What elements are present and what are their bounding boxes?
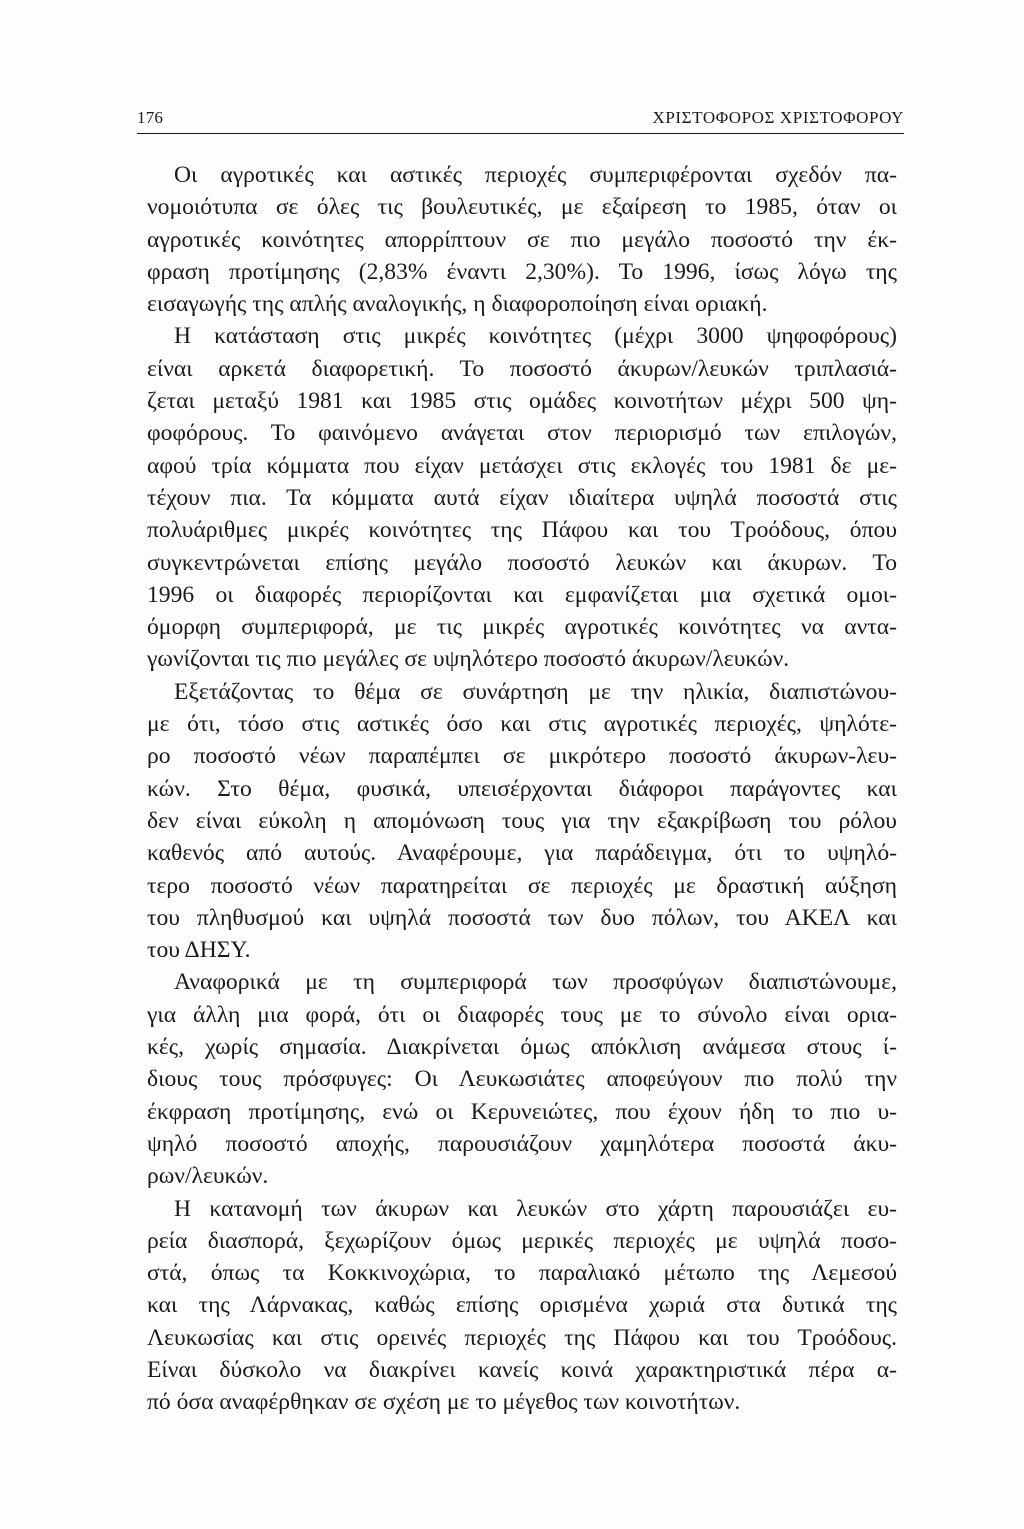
text-line: ψηλό ποσοστό αποχής, παρουσιάζουν χαμηλότερα ποσοστά άκυ- (147, 1130, 897, 1157)
paragraph (147, 966, 897, 1192)
text-line: του πληθυσμού και υψηλά ποσοστά των δυο πόλων, του ΑΚΕΛ και (147, 904, 897, 931)
text-line: Αναφορικά με τη συμπεριφορά των προσφύγων διαπιστώνουμε, (174, 969, 897, 996)
text-line: νομοιότυπα σε όλες τις βουλευτικές, με εξαίρεση το 1985, όταν οι (147, 194, 897, 221)
text-line: ρεία διασπορά, ξεχωρίζουν όμως μερικές περιοχές με υψηλά ποσο- (147, 1227, 897, 1254)
text-line: εισαγωγής της απλής αναλογικής, η διαφοροποίηση είναι οριακή. (147, 291, 768, 318)
text-line: πολυάριθμες μικρές κοινότητες της Πάφου και του Τροόδους, όπου (147, 517, 897, 544)
text-line: έκφραση προτίμησης, ενώ οι Κερυνειώτες, που έχουν ήδη το πιο υ- (147, 1098, 897, 1125)
running-head (137, 104, 904, 134)
text-line: κές, χωρίς σημασία. Διακρίνεται όμως απόκλιση ανάμεσα στους ί- (147, 1034, 897, 1061)
text-line: γωνίζονται τις πιο μεγάλες σε υψηλότερο ποσοστό άκυρων/λευκών. (147, 646, 790, 673)
text-line: Εξετάζοντας το θέμα σε συνάρτηση με την ηλικία, διαπιστώνου- (174, 678, 897, 705)
text-line: Η κατάσταση στις μικρές κοινότητες (μέχρι 3000 ψηφοφόρους) (174, 323, 897, 350)
text-line: και της Λάρνακας, καθώς επίσης ορισμένα χωριά στα δυτικά της (147, 1292, 897, 1319)
text-line: είναι αρκετά διαφορετική. Το ποσοστό άκυρων/λευκών τριπλασιά- (147, 355, 897, 382)
text-line: καθενός από αυτούς. Αναφέρουμε, για παράδειγμα, ότι το υψηλό- (147, 840, 897, 867)
running-head-author: ΧΡΙΣΤΟΦΟΡΟΣ ΧΡΙΣΤΟΦΟΡΟΥ (652, 108, 904, 127)
text-line: Η κατανομή των άκυρων και λευκών στο χάρτη παρουσιάζει ευ- (174, 1195, 897, 1222)
text-line: Είναι δύσκολο να διακρίνει κανείς κοινά χαρακτηριστικά πέρα α- (147, 1356, 897, 1383)
header-rule (137, 133, 904, 134)
text-line: για άλλη μια φορά, ότι οι διαφορές τους με το σύνολο είναι ορια- (147, 1001, 897, 1028)
paragraph (147, 1193, 897, 1419)
text-line: ζεται μεταξύ 1981 και 1985 στις ομάδες κοινοτήτων μέχρι 500 ψη- (147, 388, 897, 415)
text-line: τερο ποσοστό νέων παρατηρείται σε περιοχές με δραστική αύξηση (147, 872, 897, 899)
page-number: 176 (137, 108, 164, 127)
text-line: του ΔΗΣΥ. (147, 937, 251, 964)
text-line: φοφόρους. Το φαινόμενο ανάγεται στον περιορισμό των επιλογών, (147, 420, 897, 447)
text-line: συγκεντρώνεται επίσης μεγάλο ποσοστό λευκών και άκυρων. Το (147, 549, 897, 576)
body-text (147, 159, 897, 1419)
paragraph (147, 320, 897, 675)
text-line: 1996 οι διαφορές περιορίζονται και εμφανίζεται μια σχετικά ομοι- (147, 581, 897, 608)
text-line: αγροτικές κοινότητες απορρίπτουν σε πιο μεγάλο ποσοστό την έκ- (147, 226, 897, 253)
text-line: Οι αγροτικές και αστικές περιοχές συμπεριφέρονται σχεδόν πα- (174, 162, 897, 188)
text-line: πό όσα αναφέρθηκαν σε σχέση με το μέγεθος των κοινοτήτων. (147, 1389, 741, 1416)
text-line: δεν είναι εύκολη η απομόνωση τους για την εξακρίβωση του ρόλου (147, 807, 897, 834)
text-line: Λευκωσίας και στις ορεινές περιοχές της Πάφου και του Τροόδους. (147, 1324, 897, 1351)
text-line: τέχουν πια. Τα κόμματα αυτά είχαν ιδιαίτερα υψηλά ποσοστά στις (147, 484, 897, 511)
paragraph (147, 676, 897, 967)
text-line: ρο ποσοστό νέων παραπέμπει σε μικρότερο ποσοστό άκυρων-λευ- (147, 743, 897, 770)
text-line: στά, όπως τα Κοκκινοχώρια, το παραλιακό μέτωπο της Λεμεσού (147, 1260, 897, 1287)
text-line: διους τους πρόσφυγες: Οι Λευκωσιάτες αποφεύγουν πιο πολύ την (147, 1066, 897, 1093)
text-line: αφού τρία κόμματα που είχαν μετάσχει στις εκλογές του 1981 δε με- (147, 452, 897, 479)
text-line: ρων/λευκών. (147, 1163, 269, 1190)
text-line: με ότι, τόσο στις αστικές όσο και στις αγροτικές περιοχές, ψηλότε- (147, 711, 897, 738)
text-line: κών. Στο θέμα, φυσικά, υπεισέρχονται διάφοροι παράγοντες και (147, 775, 897, 802)
paragraph (147, 159, 897, 320)
text-line: όμορφη συμπεριφορά, με τις μικρές αγροτικές κοινότητες να αντα- (147, 614, 897, 641)
text-line: φραση προτίμησης (2,83% έναντι 2,30%). Το 1996, ίσως λόγω της (147, 258, 897, 285)
